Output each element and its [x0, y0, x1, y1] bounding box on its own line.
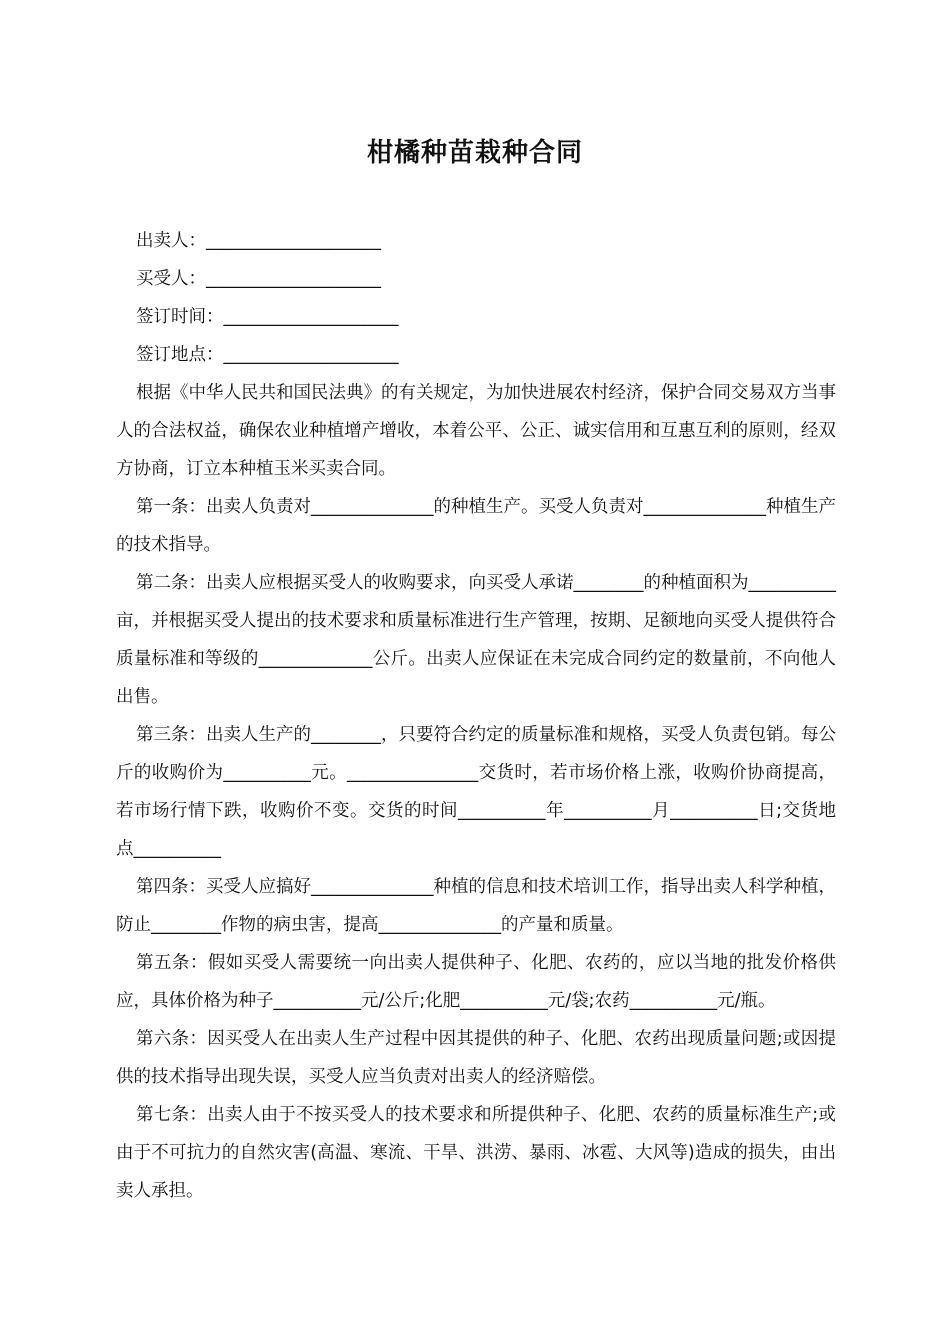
article-6: 第六条：因买受人在出卖人生产过程中因其提供的种子、化肥、农药出现质量问题;或因提供的技术指导出现失误，买受人应当负责对出卖人的经济赔偿。	[116, 1029, 836, 1087]
document-title: 柑橘种苗栽种合同	[366, 138, 583, 168]
article-4: 第四条：买受人应搞好______________种植的信息和技术培训工作，指导出卖人科学种植，防止________作物的病虫害，提高______________的产量和质量。	[116, 877, 836, 935]
field-sign-place: 签订地点：____________________	[136, 345, 399, 365]
preamble-paragraph: 根据《中华人民共和国民法典》的有关规定，为加快进展农村经济，保护合同交易双方当事人的合法权益，确保农业种植增产增收，本着公平、公正、诚实信用和互惠互利的原则，经双方协商，订立本种植玉米买卖合同。	[116, 383, 836, 479]
field-buyer: 买受人：____________________	[136, 269, 381, 289]
field-sign-date: 签订时间：____________________	[136, 307, 399, 327]
article-2: 第二条：出卖人应根据买受人的收购要求，向买受人承诺________的种植面积为__________亩，并根据买受人提出的技术要求和质量标准进行生产管理，按期、足额地向买受人提供符合质量标准和等级的_____________公斤。出卖人应保证在未完成合同约定的数量前，不向他人出售。	[116, 573, 836, 707]
article-7: 第七条：出卖人由于不按买受人的技术要求和所提供种子、化肥、农药的质量标准生产;或由于不可抗力的自然灾害(高温、寒流、干旱、洪涝、暴雨、冰雹、大风等)造成的损失，由出卖人承担。	[116, 1105, 836, 1201]
document-body	[116, 222, 836, 1210]
article-1: 第一条：出卖人负责对______________的种植生产。买受人负责对______________种植生产的技术指导。	[116, 497, 836, 555]
article-3: 第三条：出卖人生产的________，只要符合约定的质量标准和规格，买受人负责包销。每公斤的收购价为__________元。_______________交货时，若市场价格上涨，收购价协商提高，若市场行情下跌，收购价不变。交货的时间__________年__________月__________日;交货地点__________	[116, 725, 836, 859]
article-5: 第五条：假如买受人需要统一向出卖人提供种子、化肥、农药的，应以当地的批发价格供应，具体价格为种子__________元/公斤;化肥__________元/袋;农药__________元/瓶。	[116, 953, 836, 1011]
field-seller: 出卖人：____________________	[136, 231, 381, 251]
